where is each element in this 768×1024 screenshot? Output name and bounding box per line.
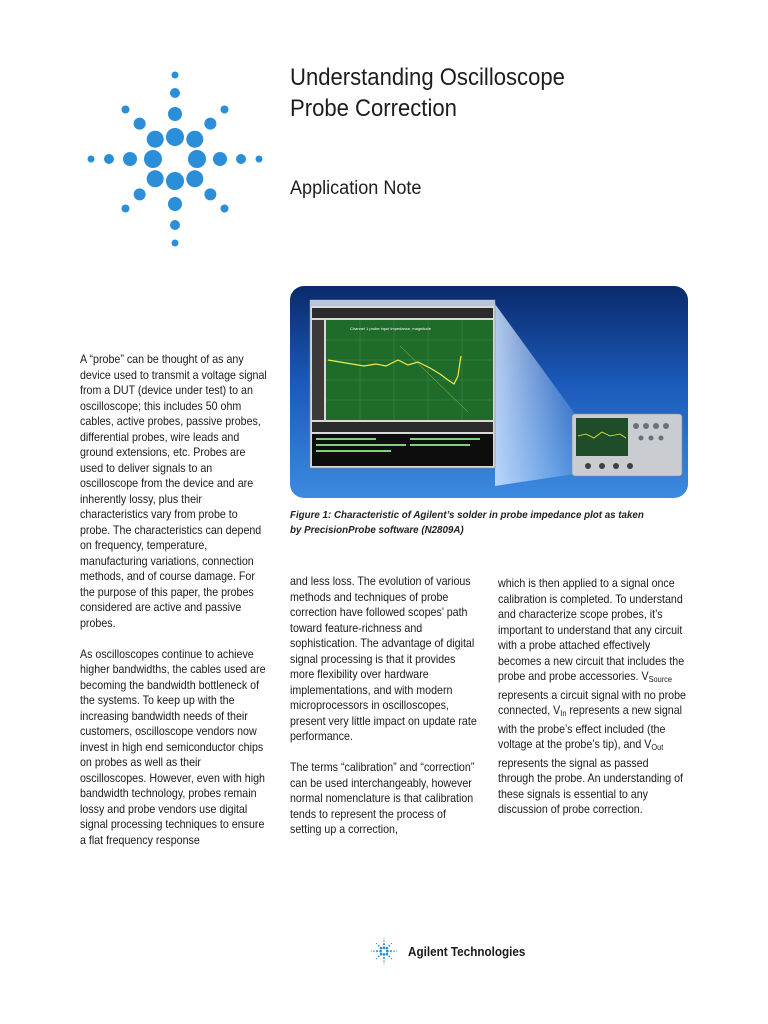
spark-dot	[378, 945, 380, 947]
agilent-spark-icon	[368, 936, 400, 968]
spark-dot	[168, 197, 182, 211]
agilent-spark-logo	[70, 60, 280, 270]
spark-dot	[147, 170, 164, 187]
body-column-middle	[290, 574, 479, 853]
figure-illustration	[290, 286, 688, 498]
paragraph: The terms “calibration” and “correction” can be used interchangeably, however normal nomenclature is that calibration tends to represent the process of setting up a correction,	[290, 761, 475, 836]
spark-dot	[383, 960, 385, 962]
spark-dot	[172, 72, 179, 79]
spark-dot	[122, 205, 130, 213]
spark-dot	[376, 958, 377, 959]
spark-dot	[371, 951, 372, 952]
spark-dot	[188, 150, 206, 168]
document-title	[290, 62, 695, 124]
caption-line-2: by PrecisionProbe software (N2809A)	[290, 524, 464, 536]
spark-dot	[186, 170, 203, 187]
spark-dot	[383, 963, 384, 964]
paragraph: which is then applied to a signal once calibration is completed. To understand and characterize scope probes, it’s important to understand that any circuit with a probe attached effectively becomes a new circuit that includes the probe and probe accessories. $V_{Source}$ represents a circuit signal with no probe connected, $V_{In}$ represents a new signal with the probe’s effect included (the voltage at the probe’s tip), and $V_{Out}$ represents the signal as passed through the probe. An understanding of these signals is essential to any discussion of probe correction.	[498, 577, 686, 816]
spark-dot	[256, 156, 263, 163]
spark-dot	[204, 118, 216, 130]
company-name: Agilent Technologies	[408, 944, 526, 959]
spark-dot	[386, 953, 389, 956]
spark-dot	[386, 950, 389, 953]
spark-dot	[379, 950, 382, 953]
paragraph: As oscilloscopes continue to achieve higher bandwidths, the cables used are becoming the bandwidth bottleneck of the systems. To keep up with the increasing bandwidth needs of their customers, oscilloscope vendors now invest in high end semiconductor chips on probes as well as their oscilloscopes. However, even with high bandwidth technology, probes remain lossy and probe vendors use digital signal processing techniques to ensure a flat frequency response	[80, 647, 266, 847]
spark-dot	[204, 188, 216, 200]
projection-beam	[495, 304, 575, 486]
spark-dot	[213, 152, 227, 166]
spark-dot	[166, 172, 184, 190]
software-window	[310, 300, 495, 468]
spark-dot	[388, 945, 390, 947]
spark-dot	[376, 950, 378, 952]
figure-image	[290, 286, 688, 498]
oscilloscope-device	[572, 414, 682, 476]
body-column-left	[80, 352, 267, 864]
title-line-2: Probe Correction	[290, 95, 457, 122]
spark-dot	[123, 152, 137, 166]
figure-caption	[290, 508, 681, 538]
spark-dot	[376, 943, 377, 944]
spark-dot	[383, 953, 386, 956]
spark-dot	[144, 150, 162, 168]
spark-dot	[166, 128, 184, 146]
body-column-right	[498, 576, 687, 833]
spark-dot	[388, 956, 390, 958]
spark-dot	[88, 156, 95, 163]
spark-dot	[221, 106, 229, 114]
spark-dot	[186, 131, 203, 148]
document-subtitle: Application Note	[290, 178, 422, 199]
spark-dot	[172, 240, 179, 247]
spark-dot	[383, 938, 384, 939]
spark-dot	[390, 950, 392, 952]
paragraph: and less loss. The evolution of various methods and techniques of probe correction have followed scopes’ path toward feature-richness and sophistication. The advantage of digital signal processing is that it provides more flexibility over hardware implementations, and with modern microprocessors in oscilloscopes, present very little impact on update rate performance.	[290, 575, 477, 743]
spark-dot	[380, 953, 383, 956]
spark-dot	[134, 188, 146, 200]
spark-dot	[134, 118, 146, 130]
spark-dot	[383, 957, 385, 959]
spark-dot	[383, 943, 385, 945]
title-line-1: Understanding Oscilloscope	[290, 64, 565, 91]
spark-dot	[104, 154, 114, 164]
spark-dot	[383, 946, 386, 949]
spark-dot	[396, 951, 397, 952]
spark-dot	[386, 947, 389, 950]
spark-dot	[221, 205, 229, 213]
spark-dot	[373, 950, 375, 952]
spark-dot	[393, 950, 395, 952]
spark-dot	[391, 958, 392, 959]
spark-dot	[236, 154, 246, 164]
plot-title: Channel 1 probe input impedance, magnitude	[350, 326, 431, 331]
spark-dot	[170, 88, 180, 98]
spark-dot	[147, 131, 164, 148]
spark-dot	[170, 220, 180, 230]
spark-dot	[391, 943, 392, 944]
caption-line-1: Figure 1: Characteristic of Agilent’s solder in probe impedance plot as taken	[290, 509, 644, 521]
spark-dot	[378, 956, 380, 958]
spark-dot	[168, 107, 182, 121]
spark-dot	[122, 106, 130, 114]
paragraph: A “probe” can be thought of as any device used to transmit a voltage signal from a DUT (device under test) to an oscilloscope; this includes 50 ohm cables, active probes, passive probes, differential probes, wire leads and ground extensions, etc. Probes are used to deliver signals to an oscilloscope from the device and are inherently lossy, plus their characteristics vary from probe to probe. The characteristics can depend on frequency, temperature, manufacturing variations, connection methods, and of course damage. For the purpose of this paper, the probes considered are active and passive probes.	[80, 353, 267, 630]
spark-dot	[383, 940, 385, 942]
impedance-plot	[326, 320, 493, 420]
spark-dot	[380, 947, 383, 950]
